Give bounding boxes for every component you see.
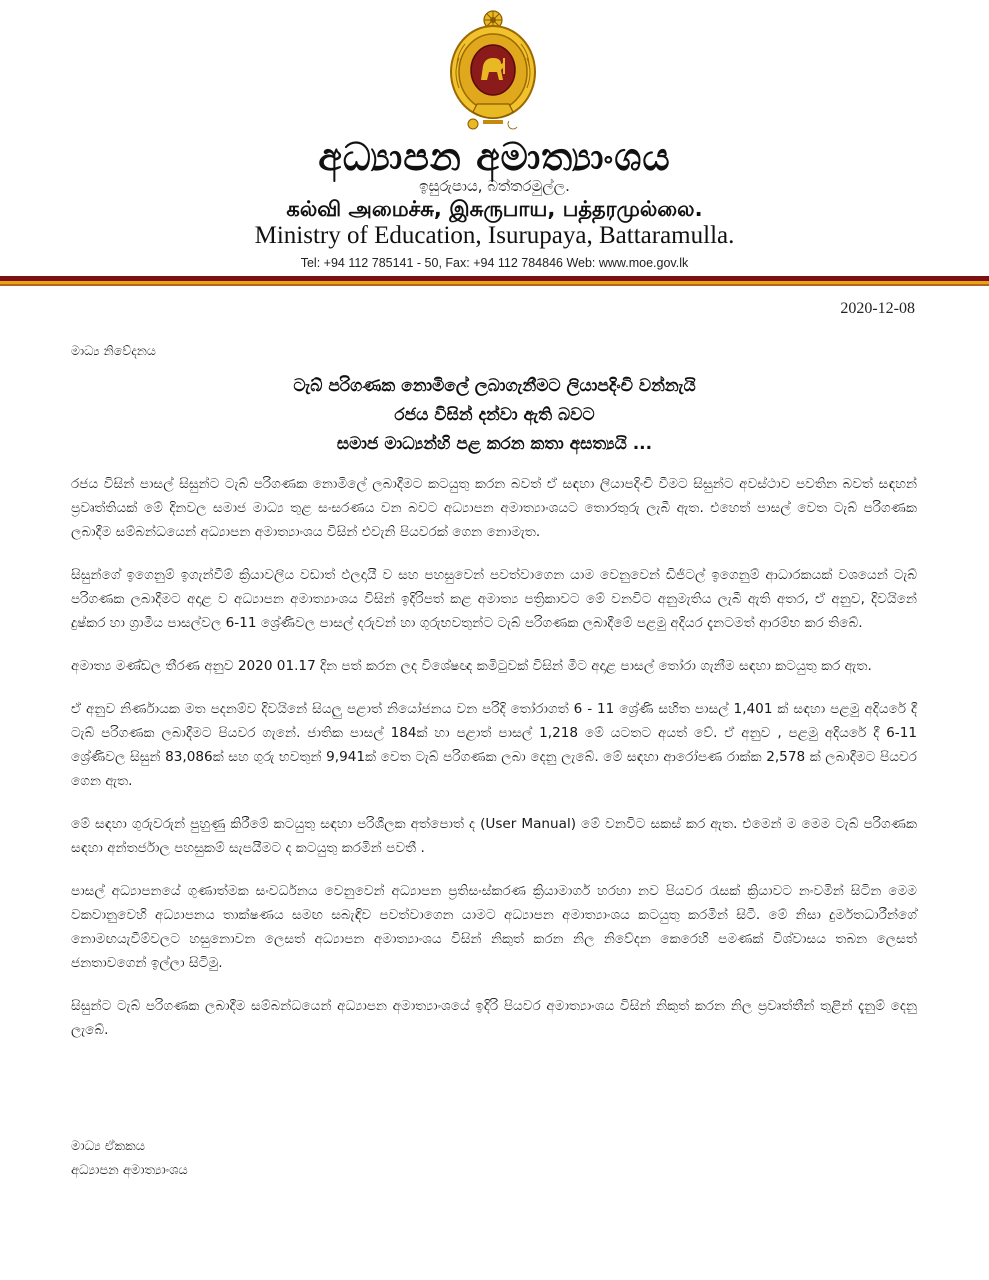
signoff [71, 1135, 188, 1183]
ministry-name-tamil: கல்வி அமைச்சு, இசுருபாய, பத்தரமுல்லை. [286, 197, 703, 221]
signoff-ministry: අධ්‍යාපන අමාත්‍යාංශය [71, 1163, 188, 1178]
media-release-label: මාධ්‍ය නිවේදනය [71, 343, 156, 358]
paragraph: අමාත්‍ය මණ්ඩල තීරණ අනුව 2020 01.17 දින පත් කරන ලද විශේෂඥ කමිටුවක් විසින් මීට අදාළ පාසල් තෝරා ගැනීම සඳහා කටයුතු කර ඇත. [71, 658, 872, 674]
paragraph: රජය විසින් පාසල් සිසුන්ට ටැබ් පරිගණක නොමිලේ ලබාදීමට කටයුතු කරන බවත් ඒ සඳහා ලියාපදිංචි වීමට සිසුන්ට අවස්ථාව පවතින බවත් සඳහන් ප්‍රවෘත්තියක් මේ දිනවල සමාජ මාධ්‍ය තුළ සංසරණය වන බවට අධ්‍යාපන අමාත්‍යාංශයට තොරතුරු ලැබී ඇත. එහෙත් පාසල් වෙත ටැබ් පරිගණක ලබාදීම සම්බන්ධයෙන් අධ්‍යාපන අමාත්‍යාංශය විසින් එවැනි පියවරක් ගෙන නොමැත. [71, 476, 917, 540]
paragraph: සිසුන්ට ටැබ් පරිගණක ලබාදීම සම්බන්ධයෙන් අධ්‍යාපන අමාත්‍යාංශයේ ඉදිරි පියවර අමාත්‍යාංශය විසින් නිකුත් කරන නිල ප්‍රවෘත්තීන් තුළින් දැනුම් දෙනු ලැබේ. [71, 998, 917, 1038]
release-date: 2020-12-08 [840, 300, 915, 317]
ministry-name-sinhala: අධ්‍යාපන අමාත්‍යාංශය [318, 134, 671, 179]
headline-line: රජය විසින් දන්වා ඇති බවට [394, 405, 595, 425]
headline-line: සමාජ මාධ්‍යන්හි පළ කරන කතා අසත්‍යයි ... [336, 434, 653, 454]
headline-line: ටැබ් පරිගණක නොමිලේ ලබාගැනීමට ලියාපදිංචි වන්නැයි [293, 376, 696, 396]
ministry-name-english: Ministry of Education, Isurupaya, Battaramulla. [254, 222, 735, 249]
paragraph: මේ සඳහා ගුරුවරුන් පුහුණු කිරීමේ කටයුතු සඳහා පරිශීලක අත්පොත් ද (User Manual) මේ වනවිට සකස් කර ඇත. එමෙන් ම මෙම ටැබ් පරිගණක සඳහා අන්තර්ජාල පහසුකම් සැපයීමට ද කටයුතු කරමින් පවතී . [71, 816, 917, 856]
address-sinhala: ඉසුරුපාය, බත්තරමුල්ල. [419, 177, 570, 195]
contact-line: Tel: +94 112 785141 - 50, Fax: +94 112 784846 Web: www.moe.gov.lk [300, 256, 689, 270]
body-text [71, 472, 917, 1061]
sri-lanka-emblem-icon [443, 8, 543, 134]
signoff-unit: මාධ්‍ය ඒකකය [71, 1139, 146, 1154]
headline [60, 372, 929, 459]
paragraph: සිසුන්ගේ ඉගෙනුම් ඉගැන්වීම් ක්‍රියාවලිය වඩාත් ඵලදායී ව සහ පහසුවෙන් පවත්වාගෙන යාම වෙනුවෙන් ඩිජිටල් ඉගෙනුම් ආධාරකයක් වශයෙන් ටැබ් පරිගණක ලබාදීමට අදාළ ව අධ්‍යාපන අමාත්‍යාංශය විසින් ඉදිරිපත් කළ අමාත්‍ය පත්‍රිකාවට මේ වනවිට අනුමැතිය ලැබී ඇති අතර, ඒ අනුව, දිවයිනේ දුෂ්කර හා ග්‍රාමීය පාසල්වල 6-11 ශ්‍රේණිවල පාසල් දරුවන් හා ගුරුභවතුන්ට ටැබ් පරිගණක ලබාදීමේ පළමු අදියර දැනටමත් ආරම්භ කර තිබේ. [71, 567, 917, 631]
letterhead-band-orange [0, 284, 989, 286]
paragraph: පාසල් අධ්‍යාපනයේ ගුණාත්මක සංවර්ධනය වෙනුවෙන් අධ්‍යාපන ප්‍රතිසංස්කරණ ක්‍රියාමාර්ග හරහා නව පියවර රැසක් ක්‍රියාවට නංවමින් සිටින මෙම වකවානුවෙහි අධ්‍යාපනය තාක්ෂණය සමඟ සබැඳිව පවත්වාගෙන යාමට අධ්‍යාපන අමාත්‍යාංශය කටයුතු කරමින් සිටී. මේ නිසා දුර්මතධාරීන්ගේ නොමඟයැවීම්වලට හසුනොවන ලෙසත් අධ්‍යාපන අමාත්‍යාංශය විසින් නිකුත් කරන නිල නිවේදන කෙරෙහි පමණක් විශ්වාසය තබන ලෙසත් ජනතාවගෙන් ඉල්ලා සිටිමු. [71, 883, 917, 971]
paragraph: ඒ අනුව නිර්ණායක මත පදනම්ව දිවයිනේ සියලු පළාත් නියෝජනය වන පරිදි තෝරාගත් 6 - 11 ශ්‍රේණි සහිත පාසල් 1,401 ක් සඳහා පළමු අදියරේ දී ටැබ් පරිගණක ලබාදීමට පියවර ගැනේ. ජාතික පාසල් 184ක් හා පළාත් පාසල් 1,218 මේ යටතට අයත් වේ. ඒ අනුව , පළමු අදියරේ දී 6-11 ශ්‍රේණිවල සිසුන් 83,086ක් සහ ගුරු භවතුන් 9,941ක් වෙත ටැබ් පරිගණක ලබා දෙනු ලැබේ. මේ සඳහා ආරෝපණ රාක්ක 2,578 ක් ලබාදීමට පියවර ගෙන ඇත. [71, 701, 917, 789]
